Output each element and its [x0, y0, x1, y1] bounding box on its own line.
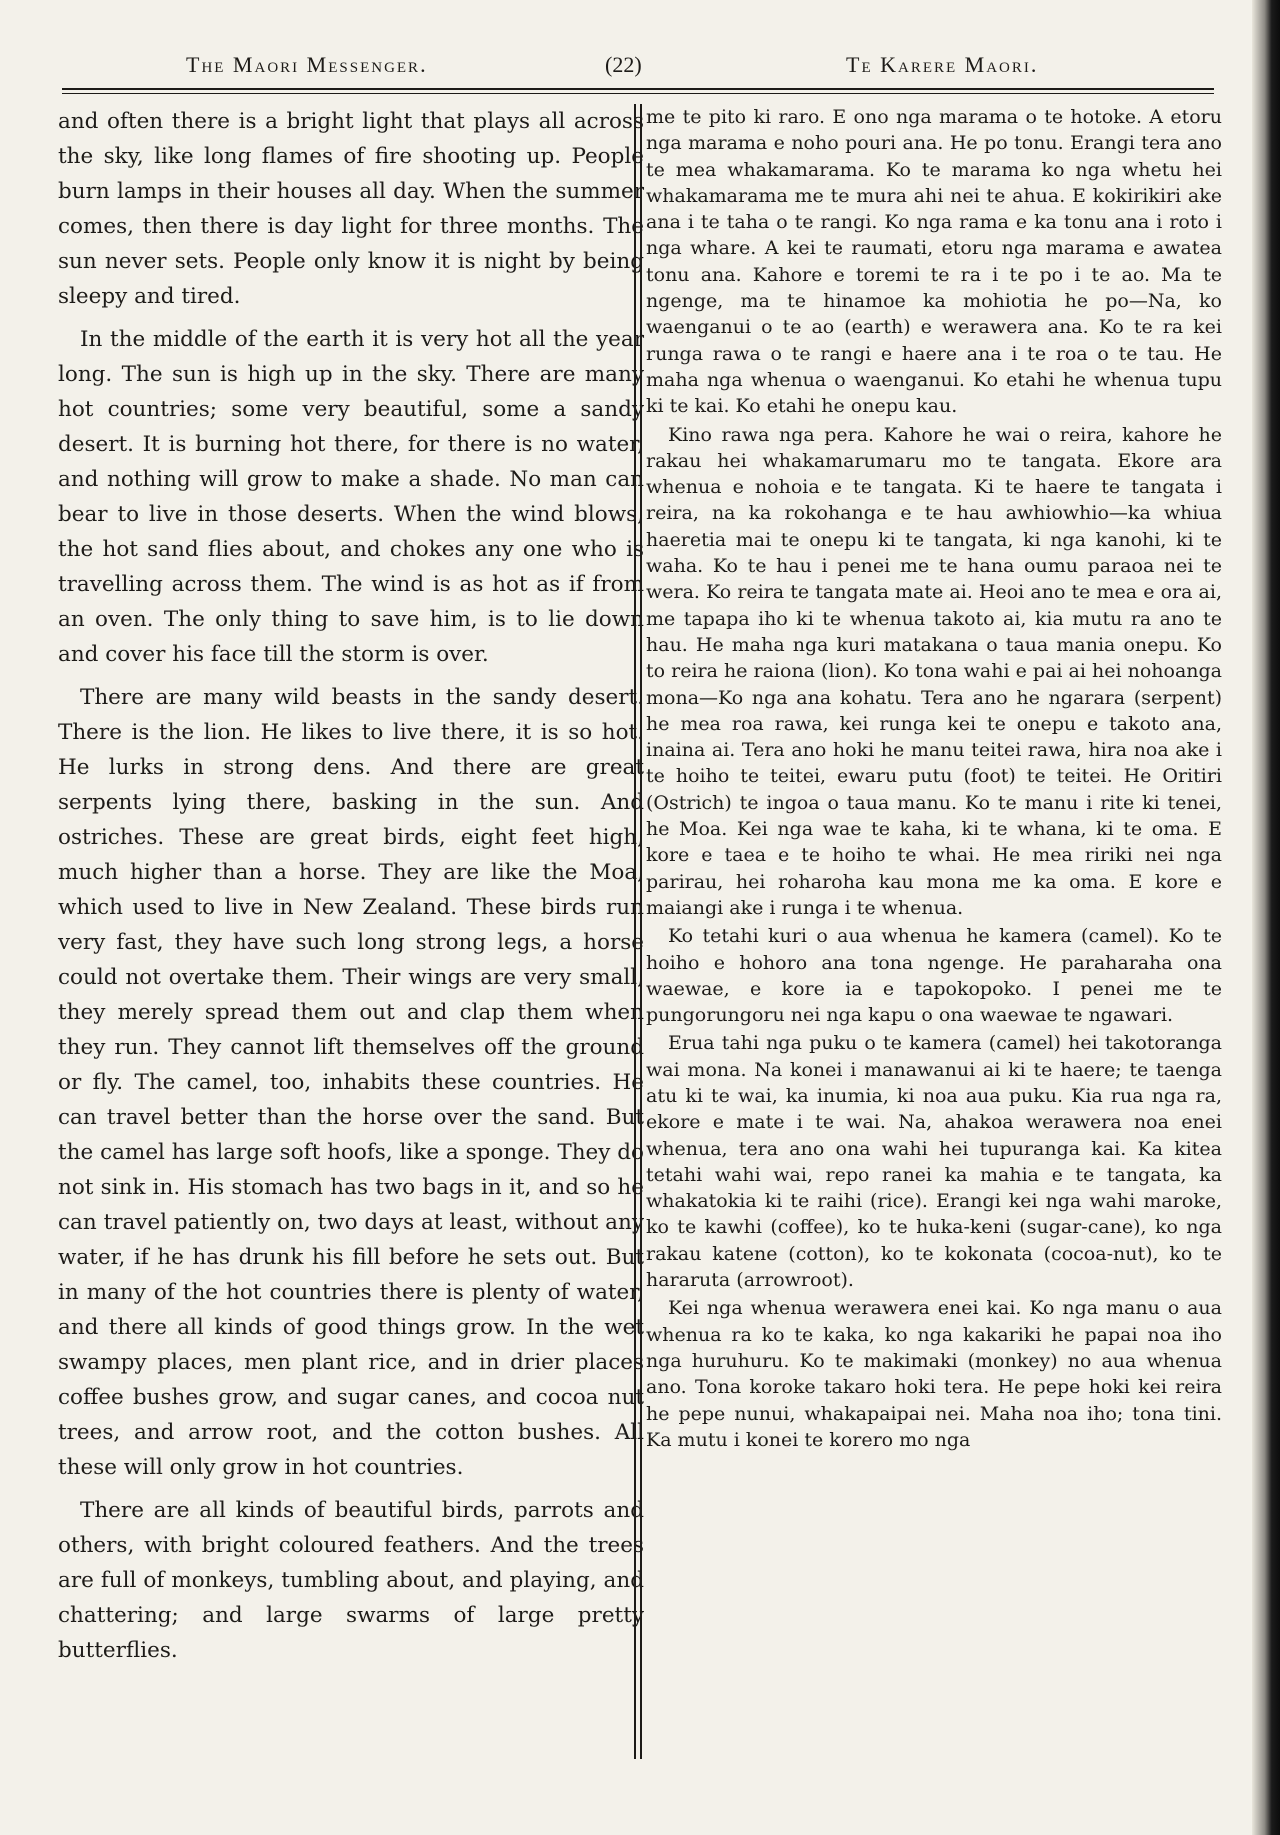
maori-paragraph: Ko tetahi kuri o aua whenua he kamera (camel). Ko te hoiho e hohoro ana tona ngenge. He paraharaha ona waewae, e kore ia e tapokopoko. I penei me te pungorungoru nei nga kapu o ona waewae te ngawari. — [646, 925, 1222, 1027]
english-column — [58, 104, 644, 1668]
header-rule-thin — [62, 93, 1214, 94]
english-paragraph: There are all kinds of beautiful birds, parrots and others, with bright coloured feathers. And the trees are full of monkeys, tumbling about, and playing, and chattering; and large swarms of large pretty butterflies. — [58, 1498, 644, 1663]
header-maori-title: Te Karere Maori. — [846, 52, 1039, 77]
page-number: (22) — [605, 52, 642, 77]
column-divider — [640, 104, 642, 1759]
english-paragraph: and often there is a bright light that plays all across the sky, like long flames of fire shooting up. People burn lamps in their houses all day. When the summer comes, then there is day light for three months. The sun never sets. People only know it is night by being sleepy and tired. — [58, 109, 644, 309]
maori-paragraph: Kino rawa nga pera. Kahore he wai o reira, kahore he rakau hei whakamarumaru mo te tangata. Ekore ara whenua e nohoia e te tangata. Ki te haere te tangata i reira, na ka rokohanga e te hau awhiowhio—ka whiua haeretia mai te onepu ki te tangata, ki nga kanohi, ki te waha. Ko te hau i penei me te hana oumu paraoa nei te wera. Ko reira te tangata mate ai. Heoi ano te mea e ora ai, me tapapa iho ki te whenua takoto ai, kia mutu ra ano te hau. He maha nga kuri matakana o taua mania onepu. Ko to reira he raiona (lion). Ko tona wahi e pai ai hei nohoanga mona—Ko nga ana kohatu. Tera ano he ngarara (serpent) he mea roa rawa, kei runga kei te onepu e takoto ana, inaina ai. Tera ano hoki he manu teitei rawa, hira noa ake i te hoiho te teitei, ewaru putu (foot) te teitei. He Oritiri (Ostrich) te ingoa o taua manu. Ko te manu i rite ki tenei, he Moa. Kei nga wae te kaha, ki te whana, ki te oma. E kore e taea e te hoiho te whai. He mea ririki nei nga parirau, hei roharoha kau mona me ka oma. E kore e maiangi ake i runga i te whenua. — [646, 423, 1222, 919]
header-rule — [62, 88, 1214, 90]
maori-paragraph: Kei nga whenua werawera enei kai. Ko nga manu o aua whenua ra ko te kaka, ko nga kakariki he papai noa iho nga huruhuru. Ko te makimaki (monkey) no aua whenua ano. Tona koroke takaro hoki tera. He pepe hoki kei reira he pepe nunui, whakapaipai nei. Maha noa iho; tona tini. Ka mutu i konei te korero mo nga — [646, 1297, 1222, 1451]
page-header — [60, 52, 1220, 84]
book-spine-edge — [1252, 0, 1280, 1835]
english-paragraph: In the middle of the earth it is very hot all the year long. The sun is high up in the sky. There are many hot countries; some very beautiful, some a sandy desert. It is burning hot there, for there is no water, and nothing will grow to make a shade. No man can bear to live in those deserts. When the wind blows, the hot sand flies about, and chokes any one who is travelling across them. The wind is as hot as if from an oven. The only thing to save him, is to lie down and cover his face till the storm is over. — [58, 327, 644, 667]
maori-paragraph: me te pito ki raro. E ono nga marama o te hotoke. A etoru nga marama e noho pouri ana. He po tonu. Erangi tera ano te mea whakamarama. Ko te marama ko nga whetu hei whakamarama me te mura ahi nei te ahua. E kokirikiri ake ana i te taha o te rangi. Ko nga rama e ka tonu ana i roto i nga whare. A kei te raumati, etoru nga marama e awatea tonu ana. Kahore e toremi te ra i te po i te ao. Ma te ngenge, ma te hinamoe ka mohiotia he po—Na, ko waenganui o te ao (earth) e werawera ana. Ko te ra kei runga rawa o te rangi e haere ana i te roa o te tau. He maha nga whenua o waenganui. Ko etahi he whenua tupu ki te kai. Ko etahi he onepu kau. — [646, 106, 1222, 418]
english-paragraph: There are many wild beasts in the sandy desert. There is the lion. He likes to live there, it is so hot. He lurks in strong dens. And there are great serpents lying there, basking in the sun. And ostriches. These are great birds, eight feet high, much higher than a horse. They are like the Moa, which used to live in New Zealand. These birds run very fast, they have such long strong legs, a horse could not overtake them. Their wings are very small, they merely spread them out and clap them when they run. They cannot lift themselves off the ground or fly. The camel, too, inhabits these countries. He can travel better than the horse over the sand. But the camel has large soft hoofs, like a sponge. They do not sink in. His stomach has two bags in it, and so he can travel patiently on, two days at least, without any water, if he has drunk his fill before he sets out. But in many of the hot countries there is plenty of water, and there all kinds of good things grow. In the wet swampy places, men plant rice, and in drier places coffee bushes grow, and sugar canes, and cocoa nut trees, and arrow root, and the cotton bushes. All these will only grow in hot countries. — [58, 685, 644, 1480]
maori-paragraph: Erua tahi nga puku o te kamera (camel) hei takotoranga wai mona. Na konei i manawanui ai ki te haere; te taenga atu ki te wai, ka inumia, ki noa aua puku. Kia rua nga ra, ekore e mate i te wai. Na, ahakoa werawera noa enei whenua, tera ano ona wahi hei tupuranga kai. Ka kitea tetahi wahi wai, repo ranei ka mahia e te tangata, ka whakatokia ki te raihi (rice). Erangi kei nga wahi maroke, ko te kawhi (coffee), ko te huka-keni (sugar-cane), ko nga rakau katene (cotton), ko te kokonata (cocoa-nut), ko te hararuta (arrowroot). — [646, 1032, 1222, 1292]
maori-column — [646, 104, 1222, 1453]
column-divider — [634, 104, 636, 1759]
header-english-title: The Maori Messenger. — [186, 52, 428, 77]
